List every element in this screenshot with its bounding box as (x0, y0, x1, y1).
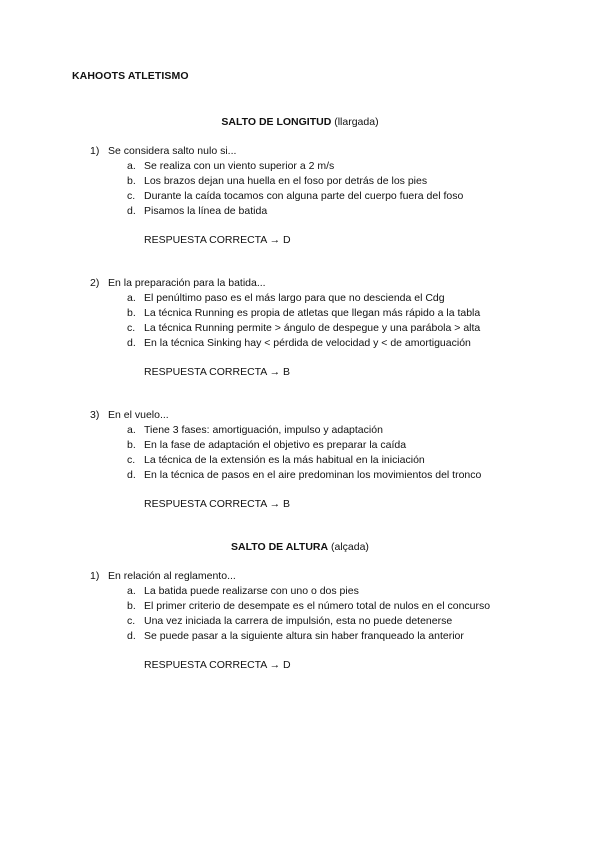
section-heading-title: SALTO DE ALTURA (231, 541, 329, 553)
correct-answer: RESPUESTA CORRECTA → D (144, 234, 291, 246)
option-text: El penúltimo paso es el más largo para que no descienda el Cdg (144, 292, 445, 304)
question-altura-1 (90, 569, 550, 673)
option-c (90, 614, 550, 629)
correct-answer: RESPUESTA CORRECTA → B (144, 498, 291, 510)
option-text: La técnica Running es propia de atletas que llegan más rápido a la tabla (144, 307, 481, 319)
option-letter: d. (127, 337, 136, 349)
section-heading-subtitle: (llargada) (331, 116, 379, 128)
option-b (90, 438, 550, 453)
option-letter: d. (127, 630, 136, 642)
question-number: 1) (90, 570, 100, 582)
option-text: Durante la caída tocamos con alguna parte del cuerpo fuera del foso (144, 190, 464, 202)
question-text: En el vuelo... (108, 409, 169, 421)
option-letter: d. (127, 205, 136, 217)
option-a (90, 291, 550, 306)
option-d (90, 204, 550, 219)
option-b (90, 174, 550, 189)
question-number: 3) (90, 409, 100, 421)
option-d (90, 629, 550, 644)
option-text: En la técnica Sinking hay < pérdida de velocidad y < de amortiguación (144, 337, 471, 349)
option-text: Pisamos la línea de batida (144, 205, 268, 217)
section-heading-title: SALTO DE LONGITUD (221, 116, 332, 128)
option-text: Una vez iniciada la carrera de impulsión, esta no puede detenerse (144, 615, 453, 627)
option-b (90, 599, 550, 614)
option-c (90, 453, 550, 468)
question-line (90, 276, 550, 291)
section-heading-altura (0, 541, 600, 553)
option-text: Tiene 3 fases: amortiguación, impulso y adaptación (144, 424, 383, 436)
question-text: En relación al reglamento... (108, 570, 236, 582)
option-letter: c. (127, 190, 136, 202)
option-letter: a. (127, 292, 136, 304)
option-text: Los brazos dejan una huella en el foso por detrás de los pies (144, 175, 428, 187)
option-text: En la técnica de pasos en el aire predominan los movimientos del tronco (144, 469, 482, 481)
section-heading-subtitle: (alçada) (328, 541, 369, 553)
option-letter: a. (127, 424, 136, 436)
option-letter: c. (127, 615, 136, 627)
option-letter: a. (127, 160, 136, 172)
question-text: En la preparación para la batida... (108, 277, 266, 289)
option-letter: b. (127, 600, 136, 612)
option-b (90, 306, 550, 321)
question-line (90, 569, 550, 584)
option-text: La técnica Running permite > ángulo de despegue y una parábola > alta (144, 322, 481, 334)
option-a (90, 584, 550, 599)
question-line (90, 408, 550, 423)
option-c (90, 321, 550, 336)
option-text: En la fase de adaptación el objetivo es preparar la caída (144, 439, 407, 451)
option-a (90, 423, 550, 438)
option-letter: b. (127, 307, 136, 319)
option-letter: d. (127, 469, 136, 481)
section-heading-longitud (0, 116, 600, 128)
option-text: El primer criterio de desempate es el número total de nulos en el concurso (144, 600, 491, 612)
question-longitud-1 (90, 144, 550, 248)
option-letter: b. (127, 175, 136, 187)
option-c (90, 189, 550, 204)
question-text: Se considera salto nulo si... (108, 145, 237, 157)
question-line (90, 144, 550, 159)
question-number: 1) (90, 145, 100, 157)
option-letter: a. (127, 585, 136, 597)
option-text: La batida puede realizarse con uno o dos pies (144, 585, 359, 597)
option-letter: c. (127, 454, 136, 466)
option-a (90, 159, 550, 174)
option-text: Se puede pasar a la siguiente altura sin haber franqueado la anterior (144, 630, 464, 642)
question-longitud-2 (90, 276, 550, 380)
option-letter: c. (127, 322, 136, 334)
correct-answer: RESPUESTA CORRECTA → D (144, 659, 291, 671)
option-text: Se realiza con un viento superior a 2 m/s (144, 160, 335, 172)
option-text: La técnica de la extensión es la más habitual en la iniciación (144, 454, 425, 466)
option-d (90, 336, 550, 351)
option-d (90, 468, 550, 483)
document-title: KAHOOTS ATLETISMO (72, 70, 189, 82)
question-number: 2) (90, 277, 100, 289)
correct-answer: RESPUESTA CORRECTA → B (144, 366, 291, 378)
question-longitud-3 (90, 408, 550, 512)
option-letter: b. (127, 439, 136, 451)
